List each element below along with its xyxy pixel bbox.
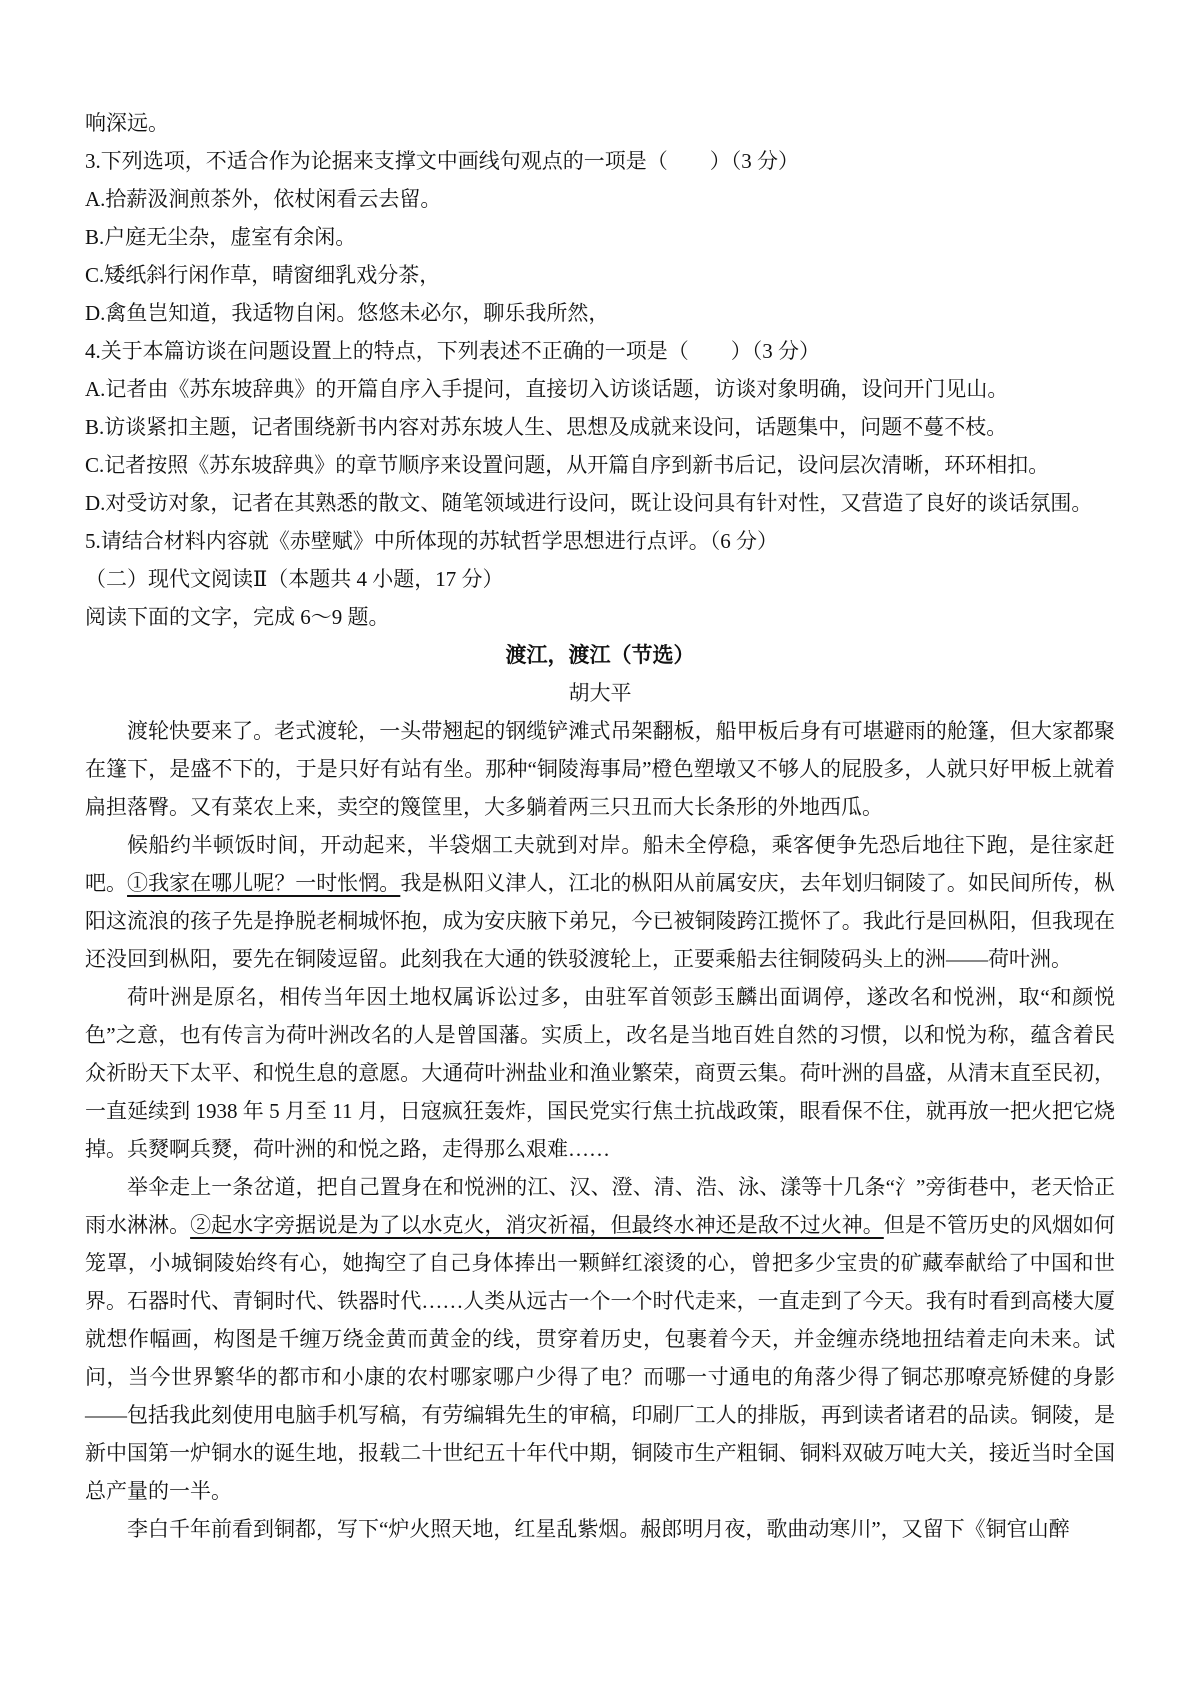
question-4-option-c: C.记者按照《苏东坡辞典》的章节顺序来设置问题，从开篇自序到新书后记，设问层次清晰，环环相扣。 [85, 453, 1050, 477]
passage-paragraph [85, 1168, 1115, 1510]
question-3-option-a: A.拾薪汲涧煎茶外，依杖闲看云去留。 [85, 187, 442, 211]
question-3-option-c: C.矮纸斜行闲作草，晴窗细乳戏分茶， [85, 263, 441, 287]
passage-text: 举伞走上一条岔道，把自己置身在和悦洲的江、汉、澄、清、浩、泳、漾等十几条“氵”旁街巷中，老天恰正雨水淋淋。 [85, 1175, 1115, 1237]
underlined-sentence: ①我家在哪儿呢？一时怅惘。 [127, 871, 401, 895]
passage-paragraph [85, 978, 1115, 1168]
underlined-sentence: ②起水字旁据说是为了以水克火，消灾祈福，但最终水神还是敌不过火神。 [190, 1213, 884, 1237]
passage-paragraph [85, 712, 1115, 826]
question-3-option-b: B.户庭无尘杂，虚室有余闲。 [85, 225, 357, 249]
passage-author: 胡大平 [568, 681, 632, 705]
question-4-option-a: A.记者由《苏东坡辞典》的开篇自序入手提问，直接切入访谈话题，访谈对象明确，设问开门见山。 [85, 377, 1009, 401]
passage-body [85, 712, 1115, 1548]
section-2-instruction: 阅读下面的文字，完成 6～9 题。 [85, 605, 390, 629]
question-4-option-b: B.访谈紧扣主题，记者围绕新书内容对苏东坡人生、思想及成就来设问，话题集中，问题不蔓不枝。 [85, 415, 1008, 439]
passage-text: 但是不管历史的风烟如何笼罩，小城铜陵始终有心，她掏空了自己身体捧出一颗鲜红滚烫的心，曾把多少宝贵的矿藏奉献给了中国和世界。石器时代、青铜时代、铁器时代……人类从远古一个一个时代走来，一直走到了今天。我有时看到高楼大厦就想作幅画，构图是千缠万绕金黄而黄金的线，贯穿着历史，包裹着今天，并金缠赤绕地扭结着走向未来。试问，当今世界繁华的都市和小康的农村哪家哪户少得了电？而哪一寸通电的角落少得了铜芯那嘹亮矫健的身影——包括我此刻使用电脑手机写稿，有劳编辑先生的审稿，印刷厂工人的排版，再到读者诸君的品读。铜陵，是新中国第一炉铜水的诞生地，报载二十世纪五十年代中期，铜陵市生产粗铜、铜料双破万吨大关，接近当时全国总产量的一半。 [85, 1213, 1116, 1503]
passage-title: 渡江，渡江（节选） [505, 643, 695, 667]
question-5-stem: 5.请结合材料内容就《赤壁赋》中所体现的苏轼哲学思想进行点评。（6 分） [85, 529, 778, 553]
passage-paragraph [85, 826, 1115, 978]
passage-text: 荷叶洲是原名，相传当年因土地权属诉讼过多，由驻军首领彭玉麟出面调停，遂改名和悦洲，取“和颜悦色”之意，也有传言为荷叶洲改名的人是曾国藩。实质上，改名是当地百姓自然的习惯，以和悦为称，蕴含着民众祈盼天下太平、和悦生息的意愿。大通荷叶洲盐业和渔业繁荣，商贾云集。荷叶洲的昌盛，从清末直至民初，一直延续到 1938 年 5 月至 11 月，日寇疯狂轰炸，国民党实行焦土抗战政策，眼看保不住，就再放一把火把它烧掉。兵燹啊兵燹，荷叶洲的和悦之路，走得那么艰难…… [85, 985, 1115, 1161]
question-4-stem: 4.关于本篇访谈在问题设置上的特点，下列表述不正确的一项是（ ）（3 分） [85, 339, 820, 363]
passage-text: 我是枞阳义津人，江北的枞阳从前属安庆，去年划归铜陵了。如民间所传，枞阳这流浪的孩子先是挣脱老桐城怀抱，成为安庆腋下弟兄，今已被铜陵跨江揽怀了。我此行是回枞阳，但我现在还没回到枞阳，要先在铜陵逗留。此刻我在大通的铁驳渡轮上，正要乘船去往铜陵码头上的洲——荷叶洲。 [85, 871, 1116, 971]
question-3-option-d: D.禽鱼岂知道，我适物自闲。悠悠未必尔，聊乐我所然， [85, 301, 610, 325]
previous-paragraph-tail: 响深远。 [85, 111, 169, 135]
passage-paragraph [85, 1510, 1115, 1548]
question-3-stem: 3.下列选项，不适合作为论据来支撑文中画线句观点的一项是（ ）（3 分） [85, 149, 799, 173]
section-2-header: （二）现代文阅读Ⅱ（本题共 4 小题，17 分） [85, 567, 504, 591]
passage-text: 渡轮快要来了。老式渡轮，一头带翘起的钢缆铲滩式吊架翻板，船甲板后身有可堪避雨的舱篷，但大家都聚在篷下，是盛不下的，于是只好有站有坐。那种“铜陵海事局”橙色塑墩又不够人的屁股多，人就只好甲板上就着扁担落臀。又有菜农上来，卖空的篾筐里，大多躺着两三只丑而大长条形的外地西瓜。 [85, 719, 1115, 819]
passage-text: 李白千年前看到铜都，写下“炉火照天地，红星乱紫烟。赧郎明月夜，歌曲动寒川”，又留下《铜官山醉 [127, 1517, 1070, 1541]
question-4-option-d: D.对受访对象，记者在其熟悉的散文、随笔领域进行设问，既让设问具有针对性，又营造了良好的谈话氛围。 [85, 491, 1093, 515]
passage-text: 候船约半顿饭时间，开动起来，半袋烟工夫就到对岸。船未全停稳，乘客便争先恐后地往下跑，是往家赶吧。 [85, 833, 1115, 895]
